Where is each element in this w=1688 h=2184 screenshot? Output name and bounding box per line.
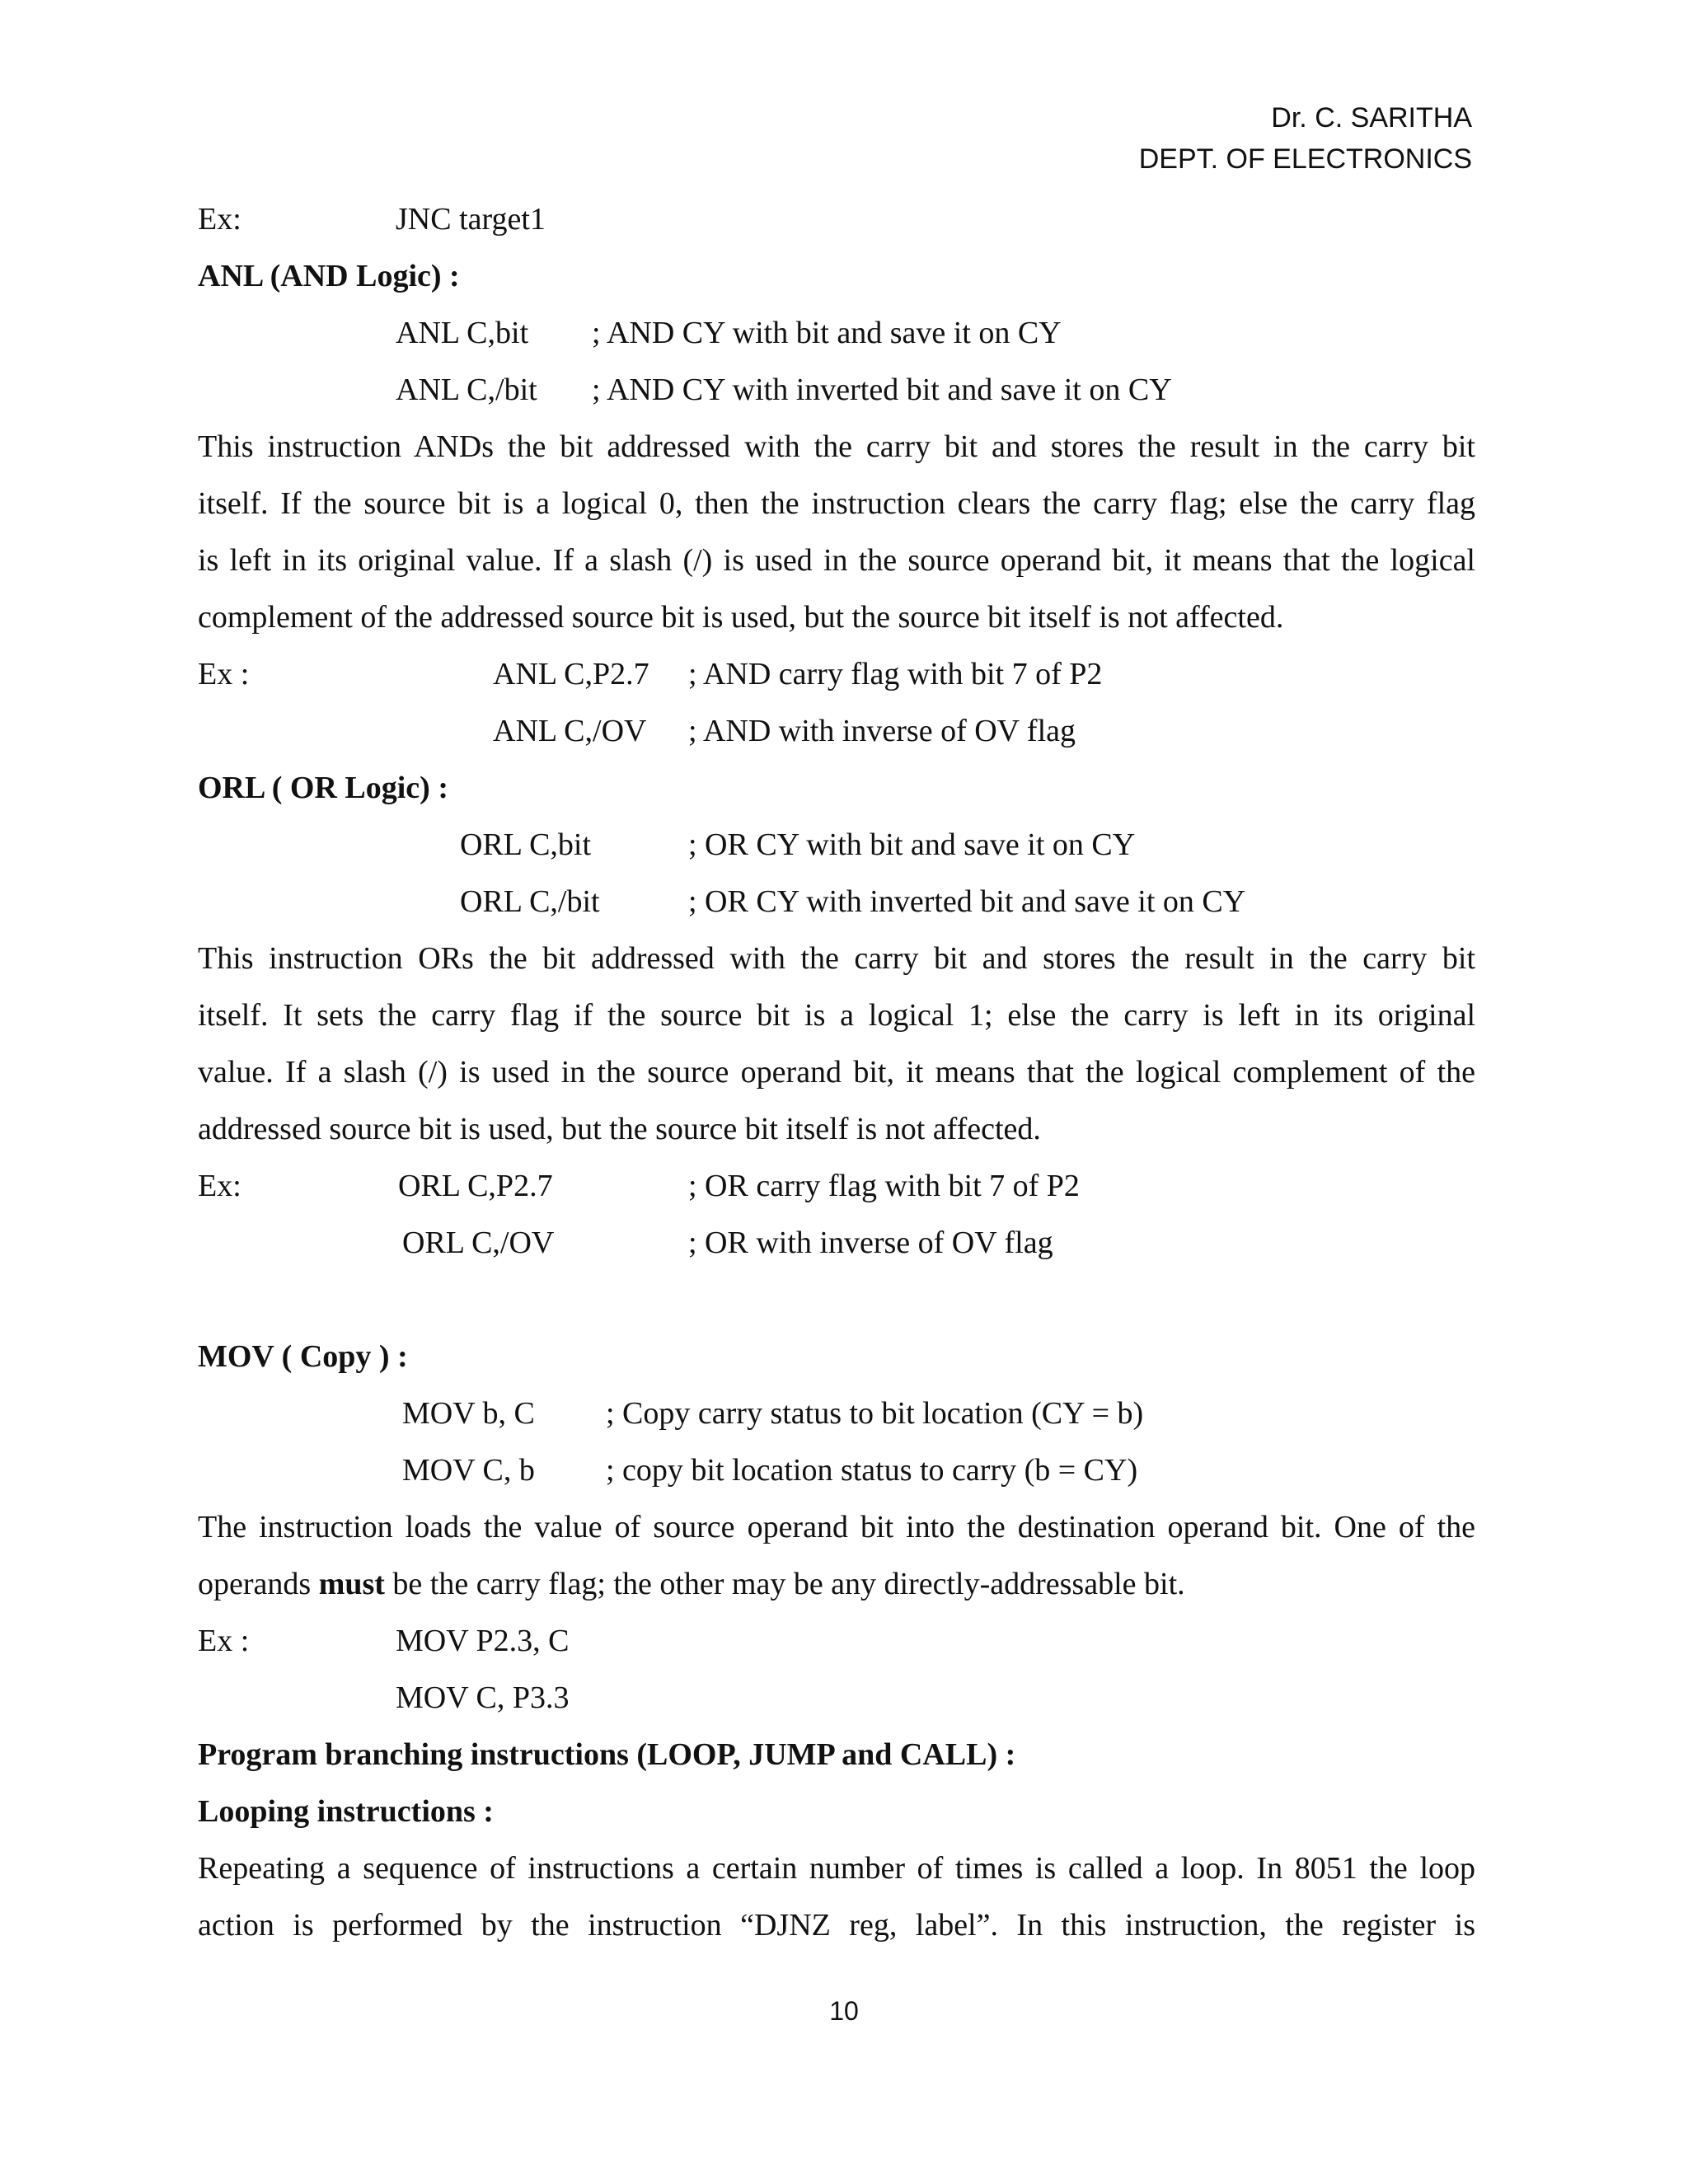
paragraph-line: complement of the addressed source bit is used, but the source bit itself is not affected. <box>198 600 1284 635</box>
code-text: ANL C,/bit <box>396 373 537 407</box>
code-text: ANL C,P2.7 <box>493 657 649 691</box>
example-label: Ex : <box>198 657 250 691</box>
syntax-line <box>198 817 1475 874</box>
page-header <box>1139 97 1472 180</box>
paragraph-line: is left in its original value. If a slash (/) is used in the source operand bit, it means that the logical <box>198 543 1475 578</box>
section-heading-orl: ORL ( OR Logic) : <box>198 771 448 805</box>
syntax-line <box>198 305 1475 362</box>
paragraph-text: operands <box>198 1567 312 1601</box>
example-line <box>198 1670 1475 1727</box>
example-line <box>198 191 1475 248</box>
page-number: 10 <box>829 1996 859 2026</box>
code-text: ORL C,bit <box>460 827 592 862</box>
code-comment: ; AND CY with bit and save it on CY <box>592 316 1062 350</box>
code-comment: ; OR with inverse of OV flag <box>688 1226 1053 1260</box>
code-text: JNC target1 <box>396 202 546 237</box>
paragraph-line: This instruction ORs the bit addressed with the carry bit and stores the result in the carry bit <box>198 941 1475 976</box>
paragraph-line: action is performed by the instruction “DJNZ reg, label”. In this instruction, the register is <box>198 1908 1475 1943</box>
section-heading-looping: Looping instructions : <box>198 1794 494 1829</box>
code-text: ANL C,/OV <box>493 714 647 748</box>
section-heading-mov: MOV ( Copy ) : <box>198 1339 408 1374</box>
example-label: Ex: <box>198 202 241 237</box>
syntax-line <box>198 874 1475 930</box>
code-comment: ; AND CY with inverted bit and save it on CY <box>592 373 1172 407</box>
example-line <box>198 646 1475 703</box>
code-text: ORL C,/bit <box>460 884 600 919</box>
code-comment: ; Copy carry status to bit location (CY = b) <box>606 1396 1144 1431</box>
paragraph-line: Repeating a sequence of instructions a certain number of times is called a loop. In 8051 the loop <box>198 1851 1475 1886</box>
code-comment: ; OR CY with inverted bit and save it on CY <box>688 884 1246 919</box>
code-comment: ; OR carry flag with bit 7 of P2 <box>688 1169 1080 1203</box>
example-label: Ex: <box>198 1169 241 1203</box>
syntax-line <box>198 1385 1475 1442</box>
code-text: MOV C, b <box>402 1453 535 1488</box>
code-text: MOV b, C <box>402 1396 535 1431</box>
paragraph-line: value. If a slash (/) is used in the source operand bit, it means that the logical complement of the <box>198 1055 1475 1090</box>
blank-line <box>198 1272 1475 1329</box>
code-text: MOV P2.3, C <box>396 1624 570 1658</box>
code-comment: ; AND with inverse of OV flag <box>688 714 1076 748</box>
code-text: ANL C,bit <box>396 316 529 350</box>
section-heading-anl: ANL (AND Logic) : <box>198 259 460 293</box>
example-line <box>198 703 1475 760</box>
example-line <box>198 1158 1475 1215</box>
section-heading-branching: Program branching instructions (LOOP, JUMP and CALL) : <box>198 1737 1016 1772</box>
code-comment: ; AND carry flag with bit 7 of P2 <box>688 657 1103 691</box>
paragraph-line: itself. It sets the carry flag if the source bit is a logical 1; else the carry is left in its original <box>198 998 1475 1033</box>
paragraph-line: The instruction loads the value of source operand bit into the destination operand bit. One of the <box>198 1510 1475 1544</box>
paragraph-line: itself. If the source bit is a logical 0, then the instruction clears the carry flag; else the carry flag <box>198 486 1475 521</box>
paragraph-line: addressed source bit is used, but the source bit itself is not affected. <box>198 1112 1041 1146</box>
emphasis-text: must <box>318 1567 385 1601</box>
paragraph-line: This instruction ANDs the bit addressed with the carry bit and stores the result in the carry bit <box>198 429 1475 464</box>
code-text: ORL C,P2.7 <box>398 1169 553 1203</box>
code-comment: ; copy bit location status to carry (b = CY) <box>606 1453 1138 1488</box>
code-text: ORL C,/OV <box>402 1226 555 1260</box>
code-comment: ; OR CY with bit and save it on CY <box>688 827 1136 862</box>
paragraph-text: be the carry flag; the other may be any directly-addressable bit. <box>392 1567 1185 1601</box>
header-author: Dr. C. SARITHA <box>1271 102 1472 134</box>
paragraph-line <box>198 1556 1475 1613</box>
example-line <box>198 1613 1475 1670</box>
syntax-line <box>198 362 1475 419</box>
code-text: MOV C, P3.3 <box>396 1680 570 1715</box>
header-department: DEPT. OF ELECTRONICS <box>1138 143 1472 175</box>
example-label: Ex : <box>198 1624 250 1658</box>
syntax-line <box>198 1442 1475 1499</box>
page-body <box>198 191 1475 1954</box>
example-line <box>198 1215 1475 1272</box>
